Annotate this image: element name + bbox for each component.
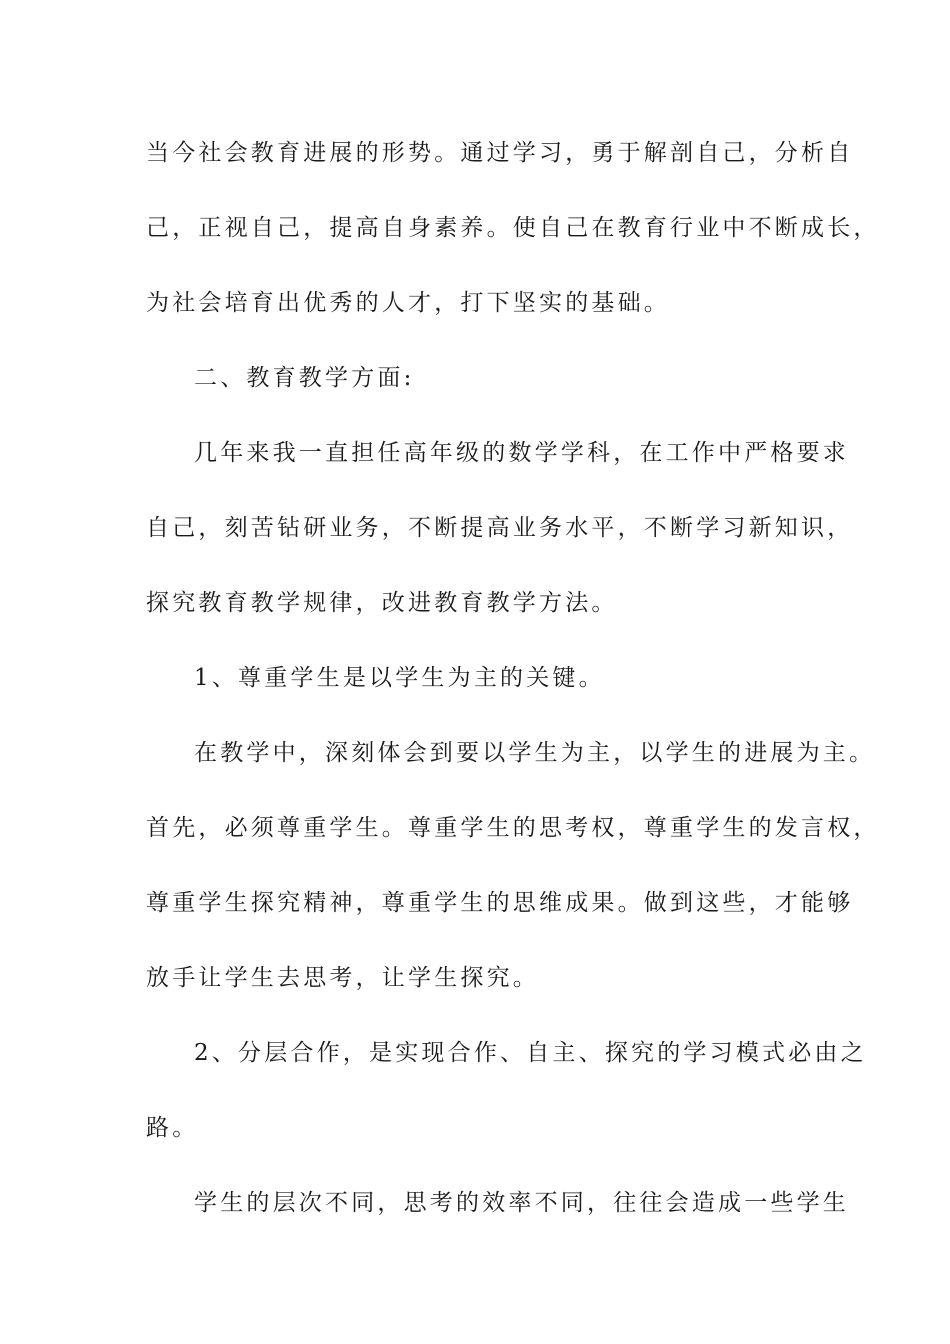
paragraph-line: 在教学中，深刻体会到要以学生为主，以学生的进展为主。 xyxy=(194,740,876,766)
paragraph-line: 己，正视自己，提高自身素养。使自己在教育行业中不断成长， xyxy=(146,215,880,241)
paragraph-line: 首先，必须尊重学生。尊重学生的思考权，尊重学生的发言权， xyxy=(146,815,880,841)
paragraph-line: 尊重学生探究精神，尊重学生的思维成果。做到这些，才能够 xyxy=(146,890,854,916)
paragraph-line: 探究教育教学规律，改进教育教学方法。 xyxy=(146,590,618,616)
subsection-heading: 2、分层合作，是实现合作、自主、探究的学习模式必由之 xyxy=(194,1040,867,1066)
paragraph-line: 路。 xyxy=(146,1115,199,1141)
paragraph-line: 放手让学生去思考，让学生探究。 xyxy=(146,965,539,991)
paragraph-line: 当今社会教育进展的形势。通过学习，勇于解剖自己，分析自 xyxy=(146,140,854,166)
paragraph-line: 学生的层次不同，思考的效率不同，往往会造成一些学生 xyxy=(194,1190,849,1216)
section-heading: 二、教育教学方面: xyxy=(194,365,415,391)
paragraph-line: 自己，刻苦钻研业务，不断提高业务水平，不断学习新知识， xyxy=(146,515,854,541)
paragraph-line: 为社会培育出优秀的人才，打下坚实的基础。 xyxy=(146,290,670,316)
paragraph-line: 几年来我一直担任高年级的数学学科，在工作中严格要求 xyxy=(194,440,849,466)
subsection-heading: 1、尊重学生是以学生为主的关键。 xyxy=(194,665,605,691)
